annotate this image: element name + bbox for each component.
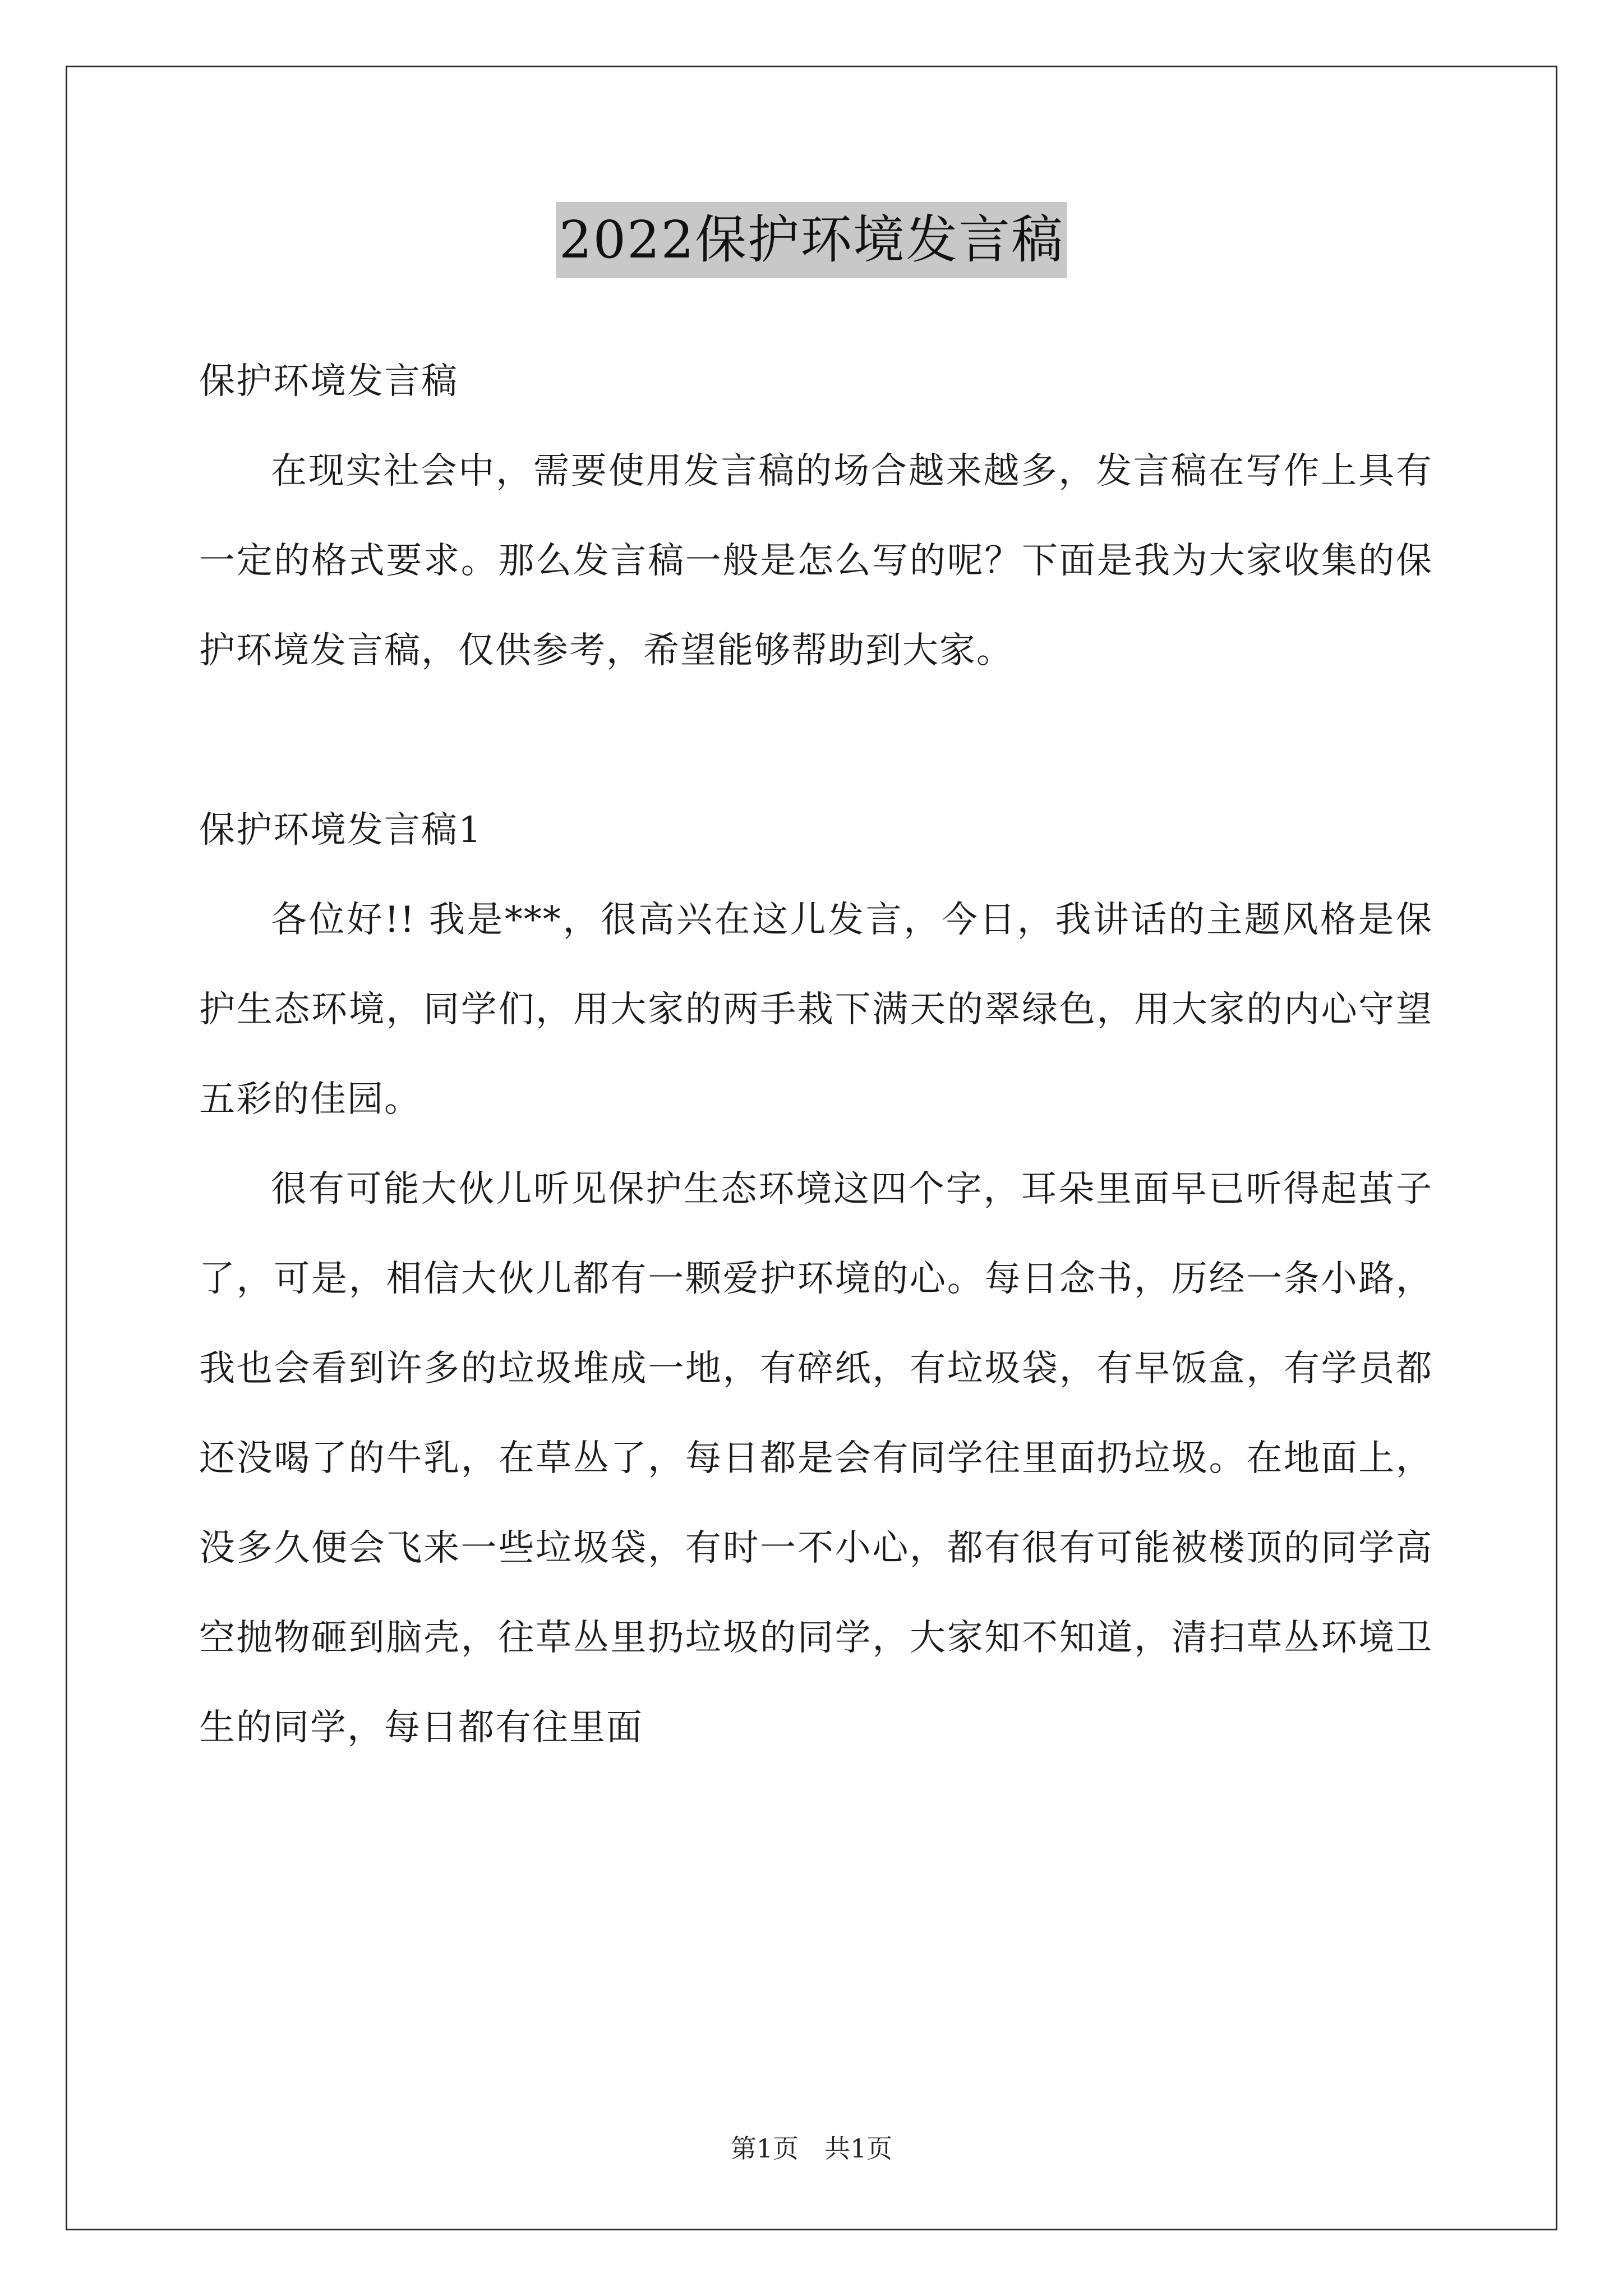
body-paragraph-2: 很有可能大伙儿听见保护生态环境这四个字，耳朵里面早已听得起茧子了，可是，相信大伙儿都有一颗爱护环境的心。每日念书，历经一条小路，我也会看到许多的垃圾堆成一地，有碎纸，有垃圾袋，有早饭盒，有学员都还没喝了的牛乳，在草丛了，每日都是会有同学往里面扔垃圾。在地面上，没多久便会飞来一些垃圾袋，有时一不小心，都有很有可能被楼顶的同学高空抛物砸到脑壳，往草丛里扔垃圾的同学，大家知不知道，清扫草丛环境卫生的同学，每日都有往里面 <box>199 1168 1433 1749</box>
document-title: 2022保护环境发言稿 <box>556 202 1067 278</box>
body-paragraph-1: 各位好!! 我是***，很高兴在这儿发言，今日，我讲话的主题风格是保护生态环境，同学们，用大家的两手栽下满天的翠绿色，用大家的内心守望五彩的佳园。 <box>199 899 1433 1120</box>
intro-paragraph: 在现实社会中，需要使用发言稿的场合越来越多，发言稿在写作上具有一定的格式要求。那么发言稿一般是怎么写的呢？下面是我为大家收集的保护环境发言稿，仅供参考，希望能够帮助到大家。 <box>199 450 1433 671</box>
document-body <box>199 337 1433 1773</box>
page-footer: 第1页 共1页 <box>730 2133 893 2164</box>
section-heading: 保护环境发言稿1 <box>199 809 482 851</box>
subtitle: 保护环境发言稿 <box>199 361 458 402</box>
title-container <box>0 202 1623 278</box>
section-gap <box>199 696 1433 785</box>
